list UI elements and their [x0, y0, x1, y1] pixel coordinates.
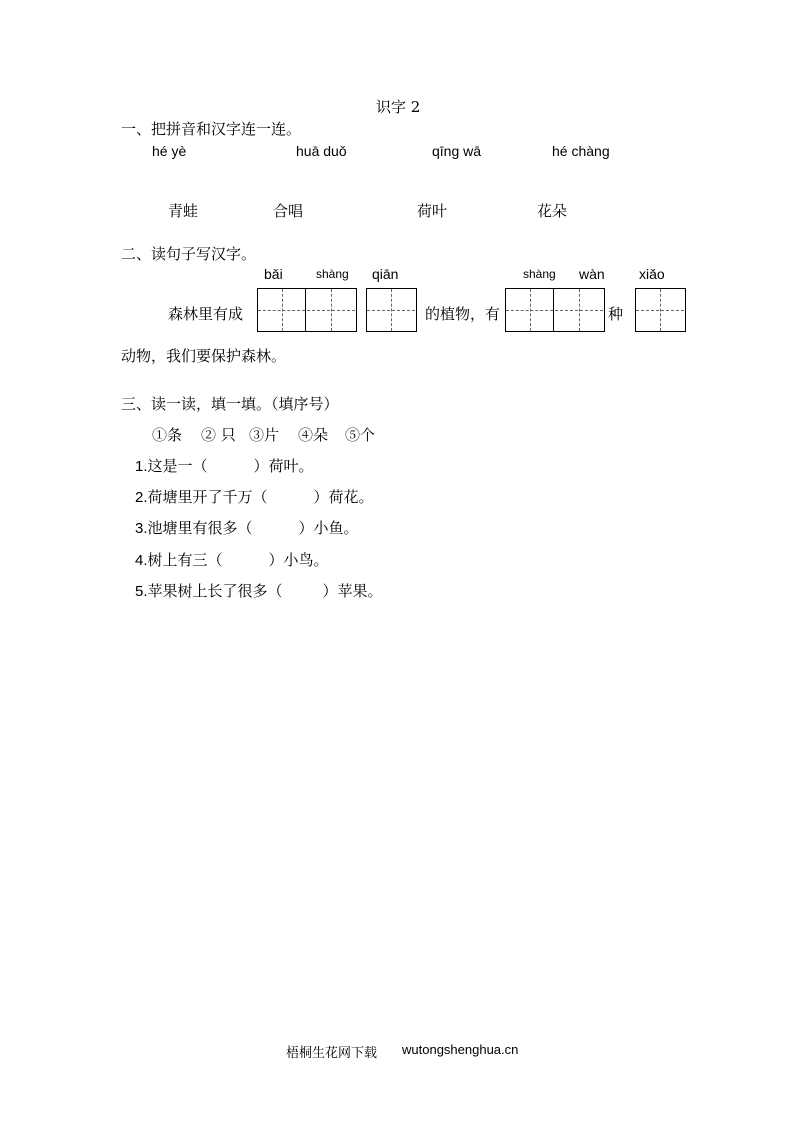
question-text-before: 树上有三（	[147, 551, 223, 569]
question-number: 2.	[135, 489, 148, 506]
option-5: ⑤个	[345, 426, 376, 444]
question-text-after: ）荷叶。	[253, 457, 314, 475]
question-item	[135, 551, 329, 570]
question-text-after: ）荷花。	[313, 488, 374, 506]
pinyin-qing-wa: qīng wā	[432, 143, 482, 159]
question-item	[135, 488, 374, 507]
writing-box-shangwan[interactable]	[505, 288, 605, 332]
question-text-before: 荷塘里开了千万（	[147, 488, 268, 506]
question-number: 4.	[135, 552, 148, 569]
pinyin-xiao: xiǎo	[639, 266, 665, 282]
word-huaduo: 花朵	[537, 202, 568, 220]
question-text-before: 这是一（	[147, 457, 208, 475]
sentence-line-2: 动物，我们要保护森林。	[121, 347, 287, 365]
option-2: ② 只	[201, 426, 236, 444]
pinyin-shang-2: shàng	[523, 267, 556, 281]
pinyin-bai: bǎi	[264, 266, 283, 282]
pinyin-qian: qiān	[372, 266, 399, 282]
sentence-part-2: 的植物，有	[425, 305, 501, 323]
word-qingwa: 青蛙	[168, 202, 199, 220]
word-heye: 荷叶	[417, 202, 448, 220]
option-4: ④朵	[298, 426, 329, 444]
question-text-after: ）苹果。	[322, 582, 383, 600]
question-text-after: ）小鸟。	[268, 551, 329, 569]
question-item	[135, 519, 359, 538]
option-1: ①条	[152, 426, 183, 444]
word-hechang: 合唱	[273, 202, 304, 220]
sentence-part-1: 森林里有成	[168, 305, 244, 323]
writing-box-baishang[interactable]	[257, 288, 357, 332]
option-3: ③片	[249, 426, 280, 444]
question-item	[135, 457, 314, 476]
writing-box-qian[interactable]	[366, 288, 417, 332]
question-text-after: ）小鱼。	[298, 519, 359, 537]
footer-url[interactable]: wutongshenghua.cn	[402, 1042, 519, 1057]
question-number: 1.	[135, 458, 148, 475]
question-number: 3.	[135, 520, 148, 537]
question-text-before: 池塘里有很多（	[147, 519, 253, 537]
section2-heading: 二、读句子写汉字。	[121, 245, 257, 263]
pinyin-hua-duo: huā duǒ	[296, 143, 347, 159]
section3-heading: 三、读一读，填一填。（填序号）	[121, 395, 339, 413]
footer-source: 梧桐生花网下载	[286, 1046, 378, 1061]
pinyin-shang-1: shàng	[316, 267, 349, 281]
pinyin-wan: wàn	[579, 266, 605, 282]
pinyin-he-chang: hé chàng	[552, 143, 610, 159]
pinyin-he-ye: hé yè	[152, 143, 187, 159]
question-text-before: 苹果树上长了很多（	[147, 582, 283, 600]
page-title: 识字 2	[376, 98, 421, 116]
question-item	[135, 582, 383, 601]
question-number: 5.	[135, 583, 148, 600]
section1-heading: 一、把拼音和汉字连一连。	[121, 120, 302, 138]
writing-box-xiao[interactable]	[635, 288, 686, 332]
sentence-part-3: 种	[608, 305, 624, 323]
